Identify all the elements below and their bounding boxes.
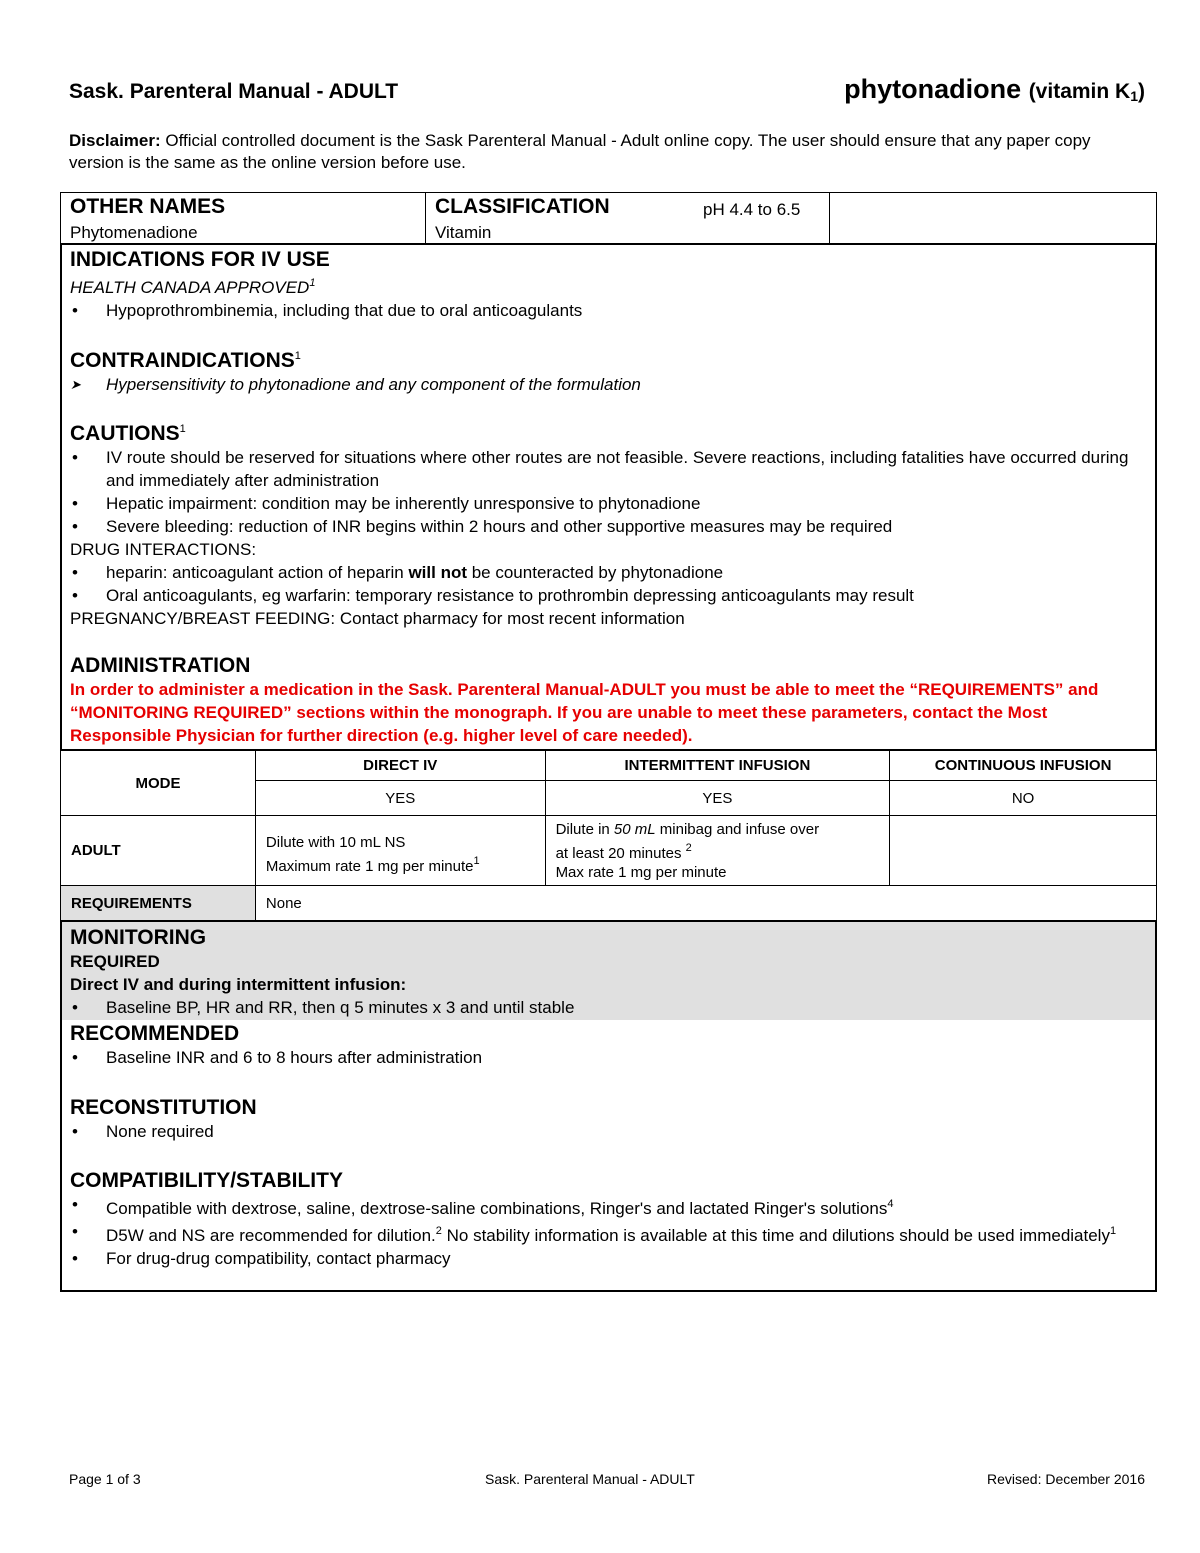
drug-interactions-list [70, 561, 1140, 607]
list-item: • Severe bleeding: reduction of INR begins within 2 hours and other supportive measures may be required [70, 515, 1140, 538]
recommended-list [70, 1046, 1140, 1069]
list-item: • Compatible with dextrose, saline, dextrose-saline combinations, Ringer's and lactated Ringer's solutions$^4$ [70, 1193, 1140, 1220]
indications-list [70, 299, 1140, 322]
ph-range: pH 4.4 to 6.5 [703, 200, 801, 219]
contraindications-section [70, 344, 1140, 396]
adult-direct-iv: Dilute with 10 mL NS Maximum rate 1 mg per minute$^1$ [255, 816, 545, 886]
intermittent-availability: YES [545, 781, 890, 816]
health-canada-approved: HEALTH CANADA APPROVED$^1$ [70, 277, 316, 297]
list-item: • D5W and NS are recommended for dilution.$^2$ No stability information is available at this time and dilutions should be used immediately$^1$ [70, 1220, 1140, 1247]
drug-interactions-label: DRUG INTERACTIONS: [70, 540, 257, 559]
list-item: • Oral anticoagulants, eg warfarin: temporary resistance to prothrombin depressing anticoagulants may result [70, 584, 1140, 607]
header-direct-iv: DIRECT IV [255, 751, 545, 781]
list-item: • Hepatic impairment: condition may be inherently unresponsive to phytonadione [70, 492, 1140, 515]
header-intermittent: INTERMITTENT INFUSION [545, 751, 890, 781]
cautions-list [70, 446, 1140, 538]
footer-revised: Revised: December 2016 [987, 1471, 1145, 1487]
requirements-label: REQUIREMENTS [61, 886, 256, 921]
reconstitution-title: RECONSTITUTION [70, 1096, 257, 1119]
recommended-title: RECOMMENDED [70, 1022, 240, 1045]
list-item: • Baseline INR and 6 to 8 hours after administration [70, 1046, 1140, 1069]
pregnancy-note: PREGNANCY/BREAST FEEDING: Contact pharmacy for most recent information [70, 609, 685, 628]
list-item: • For drug-drug compatibility, contact pharmacy [70, 1247, 1140, 1270]
header-continuous: CONTINUOUS INFUSION [890, 751, 1157, 781]
list-item: • heparin: anticoagulant action of heparin will not be counteracted by phytonadione [70, 561, 1140, 584]
adult-label: ADULT [61, 816, 256, 886]
contraindications-list [70, 373, 1140, 396]
monitoring-direct-label: Direct IV and during intermittent infusion: [70, 975, 407, 994]
footer-page-number: Page 1 of 3 [69, 1471, 141, 1487]
compatibility-section [70, 1169, 1140, 1270]
disclaimer-label: Disclaimer: [69, 131, 161, 150]
other-names-title: OTHER NAMES [70, 195, 226, 218]
drug-title [844, 74, 1145, 105]
classification-title: CLASSIFICATION [435, 195, 610, 218]
list-item: • IV route should be reserved for situations where other routes are not feasible. Severe reactions, including fatalities have occurred during and immediately after administration [70, 446, 1140, 492]
administration-title: ADMINISTRATION [70, 654, 251, 677]
drug-name: phytonadione [844, 74, 1022, 104]
cautions-title: CAUTIONS$^1$ [70, 422, 186, 445]
recommended-section [70, 1022, 1140, 1069]
monitoring-section [70, 926, 1140, 1019]
compatibility-list [70, 1193, 1140, 1270]
other-names-value: Phytomenadione [70, 223, 198, 242]
manual-title: Sask. Parenteral Manual - ADULT [69, 80, 399, 103]
requirements-value: None [255, 886, 1156, 921]
monitoring-required: REQUIRED [70, 952, 160, 971]
adult-continuous [890, 816, 1157, 886]
drug-alt-name: (vitamin $K_1$) [1028, 80, 1145, 104]
cautions-section [70, 417, 1140, 630]
direct-iv-availability: YES [255, 781, 545, 816]
reconstitution-list [70, 1120, 1140, 1143]
continuous-availability: NO [890, 781, 1157, 816]
indications-section [70, 248, 1140, 322]
list-item: • Baseline BP, HR and RR, then q 5 minutes x 3 and until stable [70, 996, 1140, 1019]
administration-warning: In order to administer a medication in the Sask. Parenteral Manual-ADULT you must be able to meet the “REQUIREMENTS” and “MONITORING REQUIRED” sections within the monograph. If you are unable to meet these parameters, contact the Most Responsible Physician for further direction (e.g. higher level of care needed). [70, 680, 1099, 745]
disclaimer-text: Official controlled document is the Sask Parenteral Manual - Adult online copy. The user should ensure that any paper copy version is the same as the online version before use. [69, 131, 1091, 172]
footer-manual-name: Sask. Parenteral Manual - ADULT [485, 1471, 695, 1487]
list-item: • None required [70, 1120, 1140, 1143]
disclaimer [69, 130, 1139, 174]
monitoring-title: MONITORING [70, 926, 207, 949]
mode-table [60, 750, 1157, 921]
classification-value: Vitamin [435, 223, 492, 242]
reconstitution-section [70, 1096, 1140, 1143]
administration-section [70, 654, 1145, 747]
contraindications-title: CONTRAINDICATIONS$^1$ [70, 349, 301, 372]
adult-intermittent: Dilute in 50 mL minibag and infuse over at least 20 minutes $^2$ Max rate 1 mg per minute [545, 816, 890, 886]
mode-label: MODE [61, 751, 256, 816]
list-item: ➤ Hypersensitivity to phytonadione and any component of the formulation [70, 373, 1140, 396]
monitoring-list [70, 996, 1140, 1019]
indications-title: INDICATIONS FOR IV USE [70, 248, 330, 271]
list-item: • Hypoprothrombinemia, including that due to oral anticoagulants [70, 299, 1140, 322]
compatibility-title: COMPATIBILITY/STABILITY [70, 1169, 343, 1192]
